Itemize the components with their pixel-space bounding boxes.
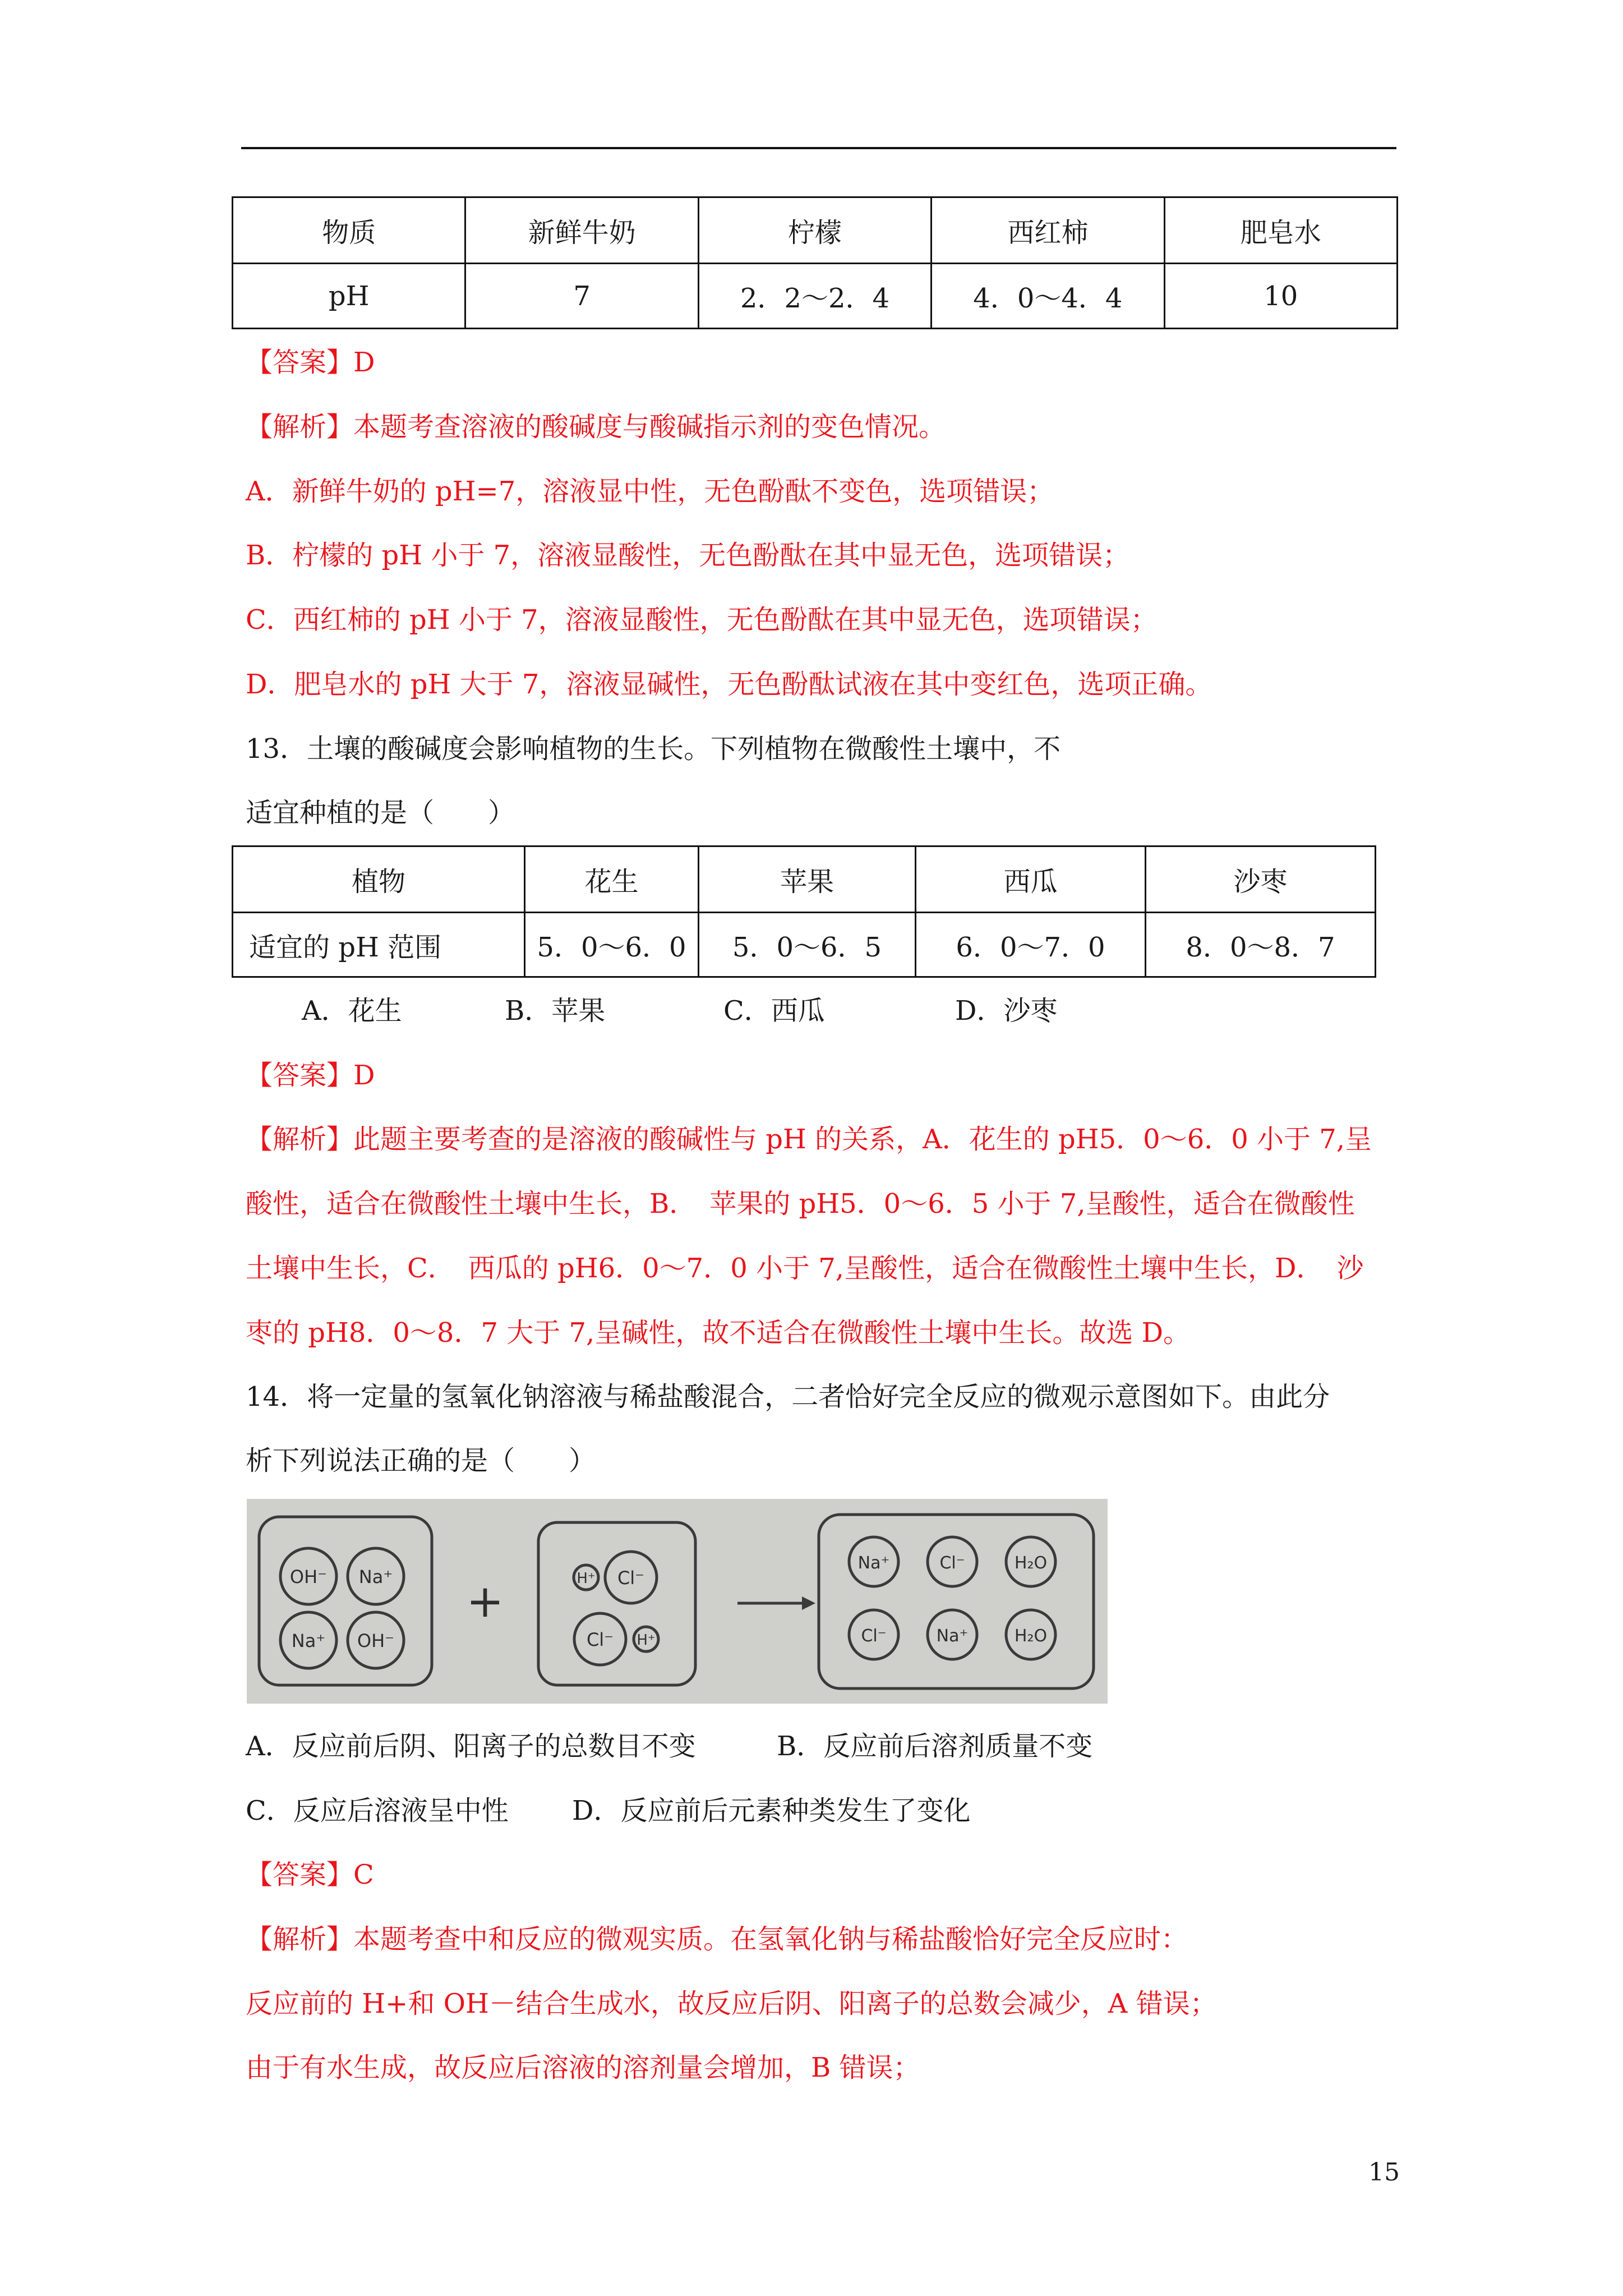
table-cell: pH	[233, 264, 465, 329]
ion-label: Na⁺	[857, 1553, 890, 1573]
q14-option-d: D．反应前后元素种类发生了变化	[572, 1795, 971, 1826]
analysis-text: 本题考查溶液的酸碱度与酸碱指示剂的变色情况。	[353, 411, 946, 443]
q13-analysis-line-2: 酸性，适合在微酸性土壤中生长，B． 苹果的 pH5．0～6．5 小于 7,呈酸性，适合在微酸性	[246, 1188, 1355, 1220]
q13-analysis-line-1	[246, 1122, 1372, 1156]
ph-table-header-row	[233, 197, 1398, 264]
analysis-label: 【解析】	[246, 411, 354, 443]
table-cell: 适宜的 pH 范围	[233, 913, 525, 977]
ph-table	[232, 196, 1398, 329]
plant-ph-table	[232, 845, 1376, 978]
q12-analysis-line-a: A．新鲜牛奶的 pH=7，溶液显中性，无色酚酞不变色，选项错误；	[246, 476, 1054, 507]
analysis-label: 【解析】	[246, 1924, 354, 1955]
q14-answer	[246, 1858, 374, 1892]
table-cell: 7	[465, 264, 698, 329]
answer-label: 【答案】	[246, 347, 354, 378]
solution-box-hcl	[538, 1522, 695, 1685]
table-cell: 4．0～4．4	[932, 264, 1164, 329]
plant-table-header-row	[233, 846, 1376, 913]
q13-option-b: B．苹果	[505, 995, 606, 1027]
header-rule	[241, 147, 1396, 149]
q13-answer	[246, 1059, 375, 1092]
reaction-arrow-head	[802, 1596, 815, 1610]
answer-label: 【答案】	[246, 1859, 354, 1890]
q14-analysis	[246, 1922, 1188, 1956]
q13-analysis-line-4: 枣的 pH8．0～8．7 大于 7,呈碱性，故不适合在微酸性土壤中生长。故选 D。	[246, 1317, 1191, 1349]
q13-stem-line-1: 13．土壤的酸碱度会影响植物的生长。下列植物在微酸性土壤中，不	[246, 733, 1061, 765]
ion-label: Cl⁻	[861, 1626, 887, 1646]
page-number: 15	[1368, 2158, 1400, 2187]
ion-label: Cl⁻	[586, 1629, 614, 1650]
answer-label: 【答案】	[246, 1060, 354, 1091]
q14-option-a: A．反应前后阴、阳离子的总数目不变	[246, 1731, 696, 1762]
answer-value: C	[353, 1859, 374, 1890]
ion-label: Cl⁻	[617, 1567, 645, 1589]
analysis-label: 【解析】	[246, 1124, 354, 1155]
ion-label: Na⁺	[291, 1630, 326, 1651]
q13-option-d: D．沙枣	[955, 995, 1058, 1027]
q12-analysis-line-c: C．西红柿的 pH 小于 7，溶液显酸性，无色酚酞在其中显无色，选项错误；	[246, 604, 1158, 636]
q14-analysis-line-a: 反应前的 H+和 OH－结合生成水，故反应后阴、阳离子的总数会减少，A 错误；	[246, 1988, 1217, 2019]
molecule-label: H₂O	[1014, 1553, 1048, 1573]
table-cell: 8．0～8．7	[1146, 913, 1376, 977]
table-cell: 沙枣	[1146, 846, 1376, 913]
plant-table-value-row	[233, 913, 1376, 977]
table-cell: 2．2～2．4	[698, 264, 931, 329]
solution-box-naoh	[259, 1517, 432, 1685]
q14-option-b: B．反应前后溶剂质量不变	[777, 1731, 1093, 1762]
plus-sign: +	[466, 1575, 504, 1627]
table-cell: 西瓜	[916, 846, 1146, 913]
ion-label: OH⁻	[357, 1630, 395, 1651]
table-cell: 新鲜牛奶	[465, 197, 698, 264]
q13-stem-line-2: 适宜种植的是（ ）	[246, 797, 515, 829]
ion-label: H⁺	[577, 1570, 596, 1587]
answer-value: D	[353, 1060, 375, 1091]
table-cell: 植物	[233, 846, 525, 913]
table-cell: 肥皂水	[1164, 197, 1397, 264]
molecule-label: H₂O	[1014, 1626, 1048, 1646]
q13-analysis-line-3: 土壤中生长，C． 西瓜的 pH6．0～7．0 小于 7,呈酸性，适合在微酸性土壤中生长，D． 沙	[246, 1253, 1364, 1284]
q12-answer	[246, 346, 375, 379]
q12-analysis-line-b: B．柠檬的 pH 小于 7，溶液显酸性，无色酚酞在其中显无色，选项错误；	[246, 540, 1130, 571]
q12-analysis-line-d: D．肥皂水的 pH 大于 7，溶液显碱性，无色酚酞试液在其中变红色，选项正确。	[246, 669, 1212, 700]
analysis-text: 此题主要考查的是溶液的酸碱性与 pH 的关系，A．花生的 pH5．0～6．0 小于 7,呈	[353, 1124, 1372, 1155]
reaction-diagram-svg	[247, 1499, 1108, 1704]
table-cell: 苹果	[699, 846, 916, 913]
analysis-text: 本题考查中和反应的微观实质。在氢氧化钠与稀盐酸恰好完全反应时：	[353, 1924, 1188, 1955]
reaction-diagram	[247, 1499, 1108, 1704]
table-cell: 10	[1164, 264, 1397, 329]
table-cell: 花生	[525, 846, 699, 913]
q13-option-c: C．西瓜	[723, 995, 825, 1027]
q14-stem-line-1: 14．将一定量的氢氧化钠溶液与稀盐酸混合，二者恰好完全反应的微观示意图如下。由此分	[246, 1381, 1330, 1412]
q12-analysis	[246, 410, 946, 444]
table-cell: 西红柿	[932, 197, 1164, 264]
answer-value: D	[353, 347, 375, 378]
ion-label: Cl⁻	[939, 1553, 965, 1573]
table-cell: 5．0～6．5	[699, 913, 916, 977]
q14-analysis-line-b: 由于有水生成，故反应后溶液的溶剂量会增加，B 错误；	[246, 2052, 920, 2083]
table-cell: 物质	[233, 197, 465, 264]
table-cell: 6．0～7．0	[916, 913, 1146, 977]
table-cell: 5．0～6．0	[525, 913, 699, 977]
q14-option-c: C．反应后溶液呈中性	[246, 1795, 509, 1826]
q14-stem-line-2: 析下列说法正确的是（ ）	[246, 1445, 596, 1476]
table-cell: 柠檬	[698, 197, 931, 264]
ph-table-value-row	[233, 264, 1398, 329]
ion-label: OH⁻	[289, 1566, 328, 1588]
q13-option-a: A．花生	[302, 995, 402, 1027]
ion-label: H⁺	[637, 1632, 656, 1649]
ion-label: Na⁺	[936, 1626, 969, 1646]
ion-label: Na⁺	[358, 1566, 393, 1588]
